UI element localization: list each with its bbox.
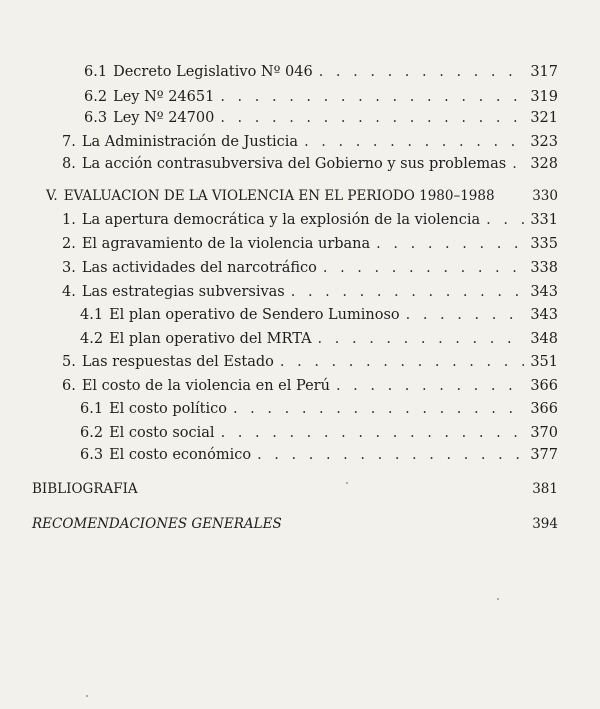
entry-page: 317 (530, 64, 558, 80)
paper-speck (497, 598, 499, 600)
entry-title: La Administración de Justicia (81, 134, 299, 150)
leader-dots (486, 211, 524, 229)
entry-page: 343 (530, 284, 558, 300)
entry-title: La acción contrasubversiva del Gobierno y sus problemas (81, 156, 507, 172)
toc-entry (80, 400, 558, 418)
entry-title: Las estrategias subversivas (81, 284, 285, 300)
entry-title: El plan operativo del MRTA (109, 331, 312, 347)
entry-page: 370 (530, 425, 558, 441)
entry-page: 351 (530, 354, 558, 370)
toc-entry (62, 133, 558, 151)
leader-dots (233, 400, 524, 418)
leader-dots (512, 155, 524, 173)
entry-title: La apertura democrática y la explosión de la violencia (81, 212, 481, 228)
toc-entry (62, 283, 558, 301)
entry-number: V. (46, 188, 58, 204)
leader-dots (221, 424, 525, 442)
leader-dots (319, 63, 525, 81)
entry-title: El costo de la violencia en el Perú (81, 378, 330, 394)
entry-number: 6.2 (80, 425, 104, 441)
entry-title: BIBLIOGRAFIA (32, 481, 138, 497)
toc-entry (80, 424, 558, 442)
toc-bibliography (32, 480, 558, 498)
entry-title: Las actividades del narcotráfico (81, 260, 317, 276)
entry-number: 2. (62, 236, 76, 252)
entry-number: 6.2 (84, 89, 108, 105)
entry-page: 348 (530, 331, 558, 347)
entry-page: 323 (530, 134, 558, 150)
paper-speck (86, 695, 88, 697)
entry-page: 319 (530, 89, 558, 105)
entry-page: 366 (530, 401, 558, 417)
entry-title: Las respuestas del Estado (81, 354, 274, 370)
entry-number: 6.3 (84, 110, 108, 126)
entry-page: 321 (530, 110, 558, 126)
entry-number: 4. (62, 284, 76, 300)
entry-title: El costo económico (109, 447, 252, 463)
toc-entry (62, 155, 558, 173)
leader-dots (280, 353, 524, 371)
toc-entry (84, 109, 558, 127)
entry-title: Ley Nº 24651 (113, 89, 215, 105)
entry-number: 4.1 (80, 307, 104, 323)
entry-number: 1. (62, 212, 76, 228)
entry-page: 394 (532, 516, 558, 532)
toc-entry (80, 446, 558, 464)
toc-entry (62, 353, 558, 371)
entry-page: 335 (530, 236, 558, 252)
entry-number: 4.2 (80, 331, 104, 347)
toc-entry (84, 88, 558, 106)
entry-page: 328 (530, 156, 558, 172)
entry-title: El agravamiento de la violencia urbana (81, 236, 371, 252)
entry-page: 381 (532, 481, 558, 497)
entry-page: 331 (530, 212, 558, 228)
leader-dots (220, 88, 524, 106)
leader-dots (376, 235, 524, 253)
leader-dots (220, 109, 524, 127)
toc-section-heading (46, 187, 558, 205)
entry-title: El costo social (109, 425, 215, 441)
entry-title: El plan operativo de Sendero Luminoso (109, 307, 400, 323)
entry-number: 6.1 (84, 64, 108, 80)
entry-title: Decreto Legislativo Nº 046 (113, 64, 313, 80)
toc-entry (84, 63, 558, 81)
entry-number: 3. (62, 260, 76, 276)
leader-dots (304, 133, 524, 151)
paper-speck (346, 482, 348, 484)
leader-dots (257, 446, 524, 464)
entry-number: 6.1 (80, 401, 104, 417)
entry-number: 8. (62, 156, 76, 172)
entry-page: 330 (532, 188, 558, 204)
toc-entry (80, 330, 558, 348)
leader-dots (336, 377, 524, 395)
entry-number: 6.3 (80, 447, 104, 463)
entry-page: 366 (530, 378, 558, 394)
leader-dots (323, 259, 524, 277)
entry-page: 338 (530, 260, 558, 276)
entry-title: Ley Nº 24700 (113, 110, 215, 126)
toc-entry (62, 235, 558, 253)
entry-number: 6. (62, 378, 76, 394)
entry-page: 343 (530, 307, 558, 323)
entry-title: EVALUACION DE LA VIOLENCIA EN EL PERIODO 1980–1988 (63, 188, 495, 204)
leader-dots (406, 306, 525, 324)
entry-page: 377 (530, 447, 558, 463)
entry-title: El costo político (109, 401, 227, 417)
leader-dots (291, 283, 525, 301)
toc-entry (62, 259, 558, 277)
toc-entry (62, 211, 558, 229)
entry-number: 5. (62, 354, 76, 370)
leader-dots (318, 330, 525, 348)
entry-number: 7. (62, 134, 76, 150)
toc-recommendations (32, 515, 558, 533)
toc-entry (62, 377, 558, 395)
entry-title: RECOMENDACIONES GENERALES (32, 516, 282, 532)
toc-entry (80, 306, 558, 324)
